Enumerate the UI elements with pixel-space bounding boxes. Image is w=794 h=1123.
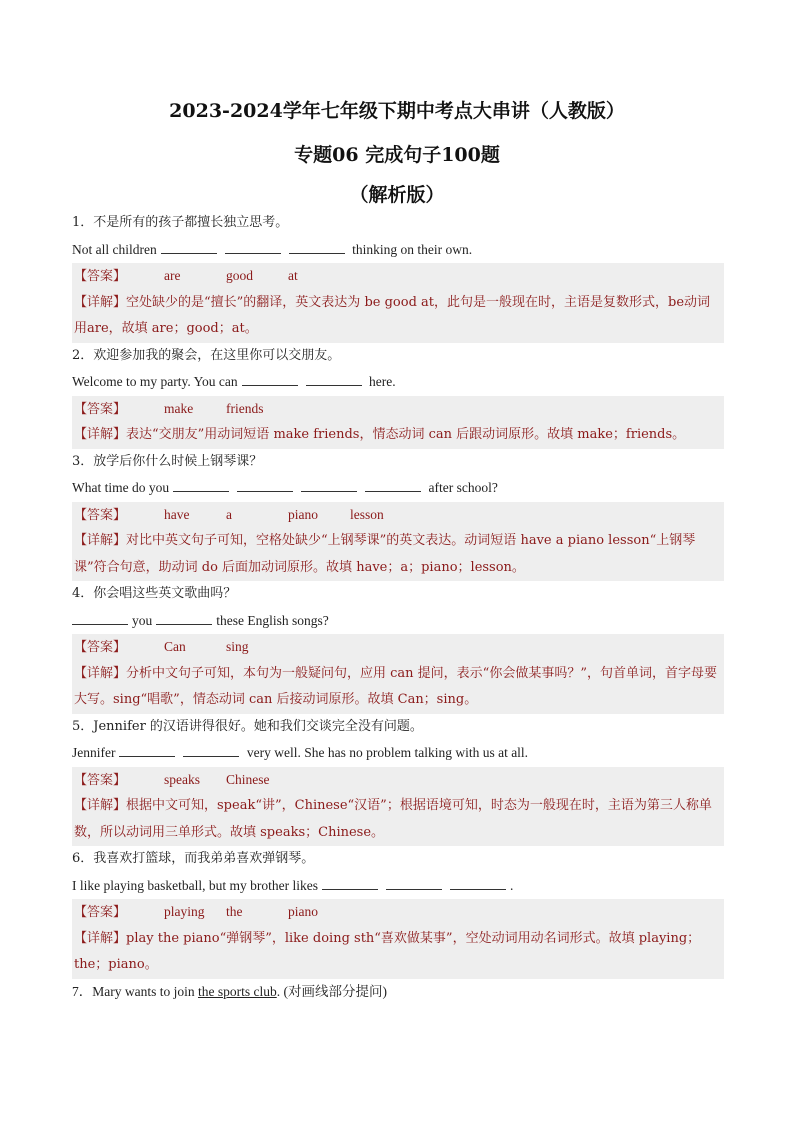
blank[interactable] <box>242 372 298 386</box>
blank[interactable] <box>306 372 362 386</box>
answer-label: 【答案】 <box>74 905 127 920</box>
question-5-en: Jennifer very well. She has no problem talking with us at all. <box>72 745 529 760</box>
detail-line: 【详解】分析中文句子可知，本句为一般疑问句，应用 can 提问，表示“你会做某事吗？”，句首单词，首字母要大写。sing“唱歌”，情态动词 can 后接动词原形。故填 Can；sing。 <box>74 665 717 707</box>
question-4-en: you these English songs? <box>72 608 724 635</box>
blank[interactable] <box>365 478 421 492</box>
blank[interactable] <box>156 611 212 625</box>
blank[interactable] <box>72 611 128 625</box>
topic-title: 专题06 完成句子100题 <box>294 144 500 166</box>
detail-label: 【详解】 <box>74 533 127 548</box>
blank[interactable] <box>289 240 345 254</box>
detail-label: 【详解】 <box>74 427 127 442</box>
question-3-cn: 3．放学后你什么时候上钢琴课？ <box>72 453 263 469</box>
question-7: 7．Mary wants to join the sports club. (对画线部分提问) <box>72 983 387 999</box>
question-list <box>72 210 724 1005</box>
answer-line: 【答案】 are good at <box>74 268 298 284</box>
blank[interactable] <box>119 743 175 757</box>
answer-label: 【答案】 <box>74 772 127 788</box>
question-6-en: I like playing basketball, but my brother likes . <box>72 877 514 893</box>
detail-label: 【详解】 <box>74 665 127 681</box>
detail-label: 【详解】 <box>74 798 127 813</box>
answer-block-5 <box>72 767 724 847</box>
edition-subtitle: （解析版） <box>349 184 445 206</box>
blank[interactable] <box>450 876 506 890</box>
detail-line: 【详解】表达“交朋友”用动词短语 make friends，情态动词 can 后跟动词原形。故填 make；friends。 <box>74 427 686 442</box>
blank[interactable] <box>225 240 281 254</box>
blank[interactable] <box>322 876 378 890</box>
underlined-phrase: the sports club <box>198 983 277 999</box>
blank[interactable] <box>301 478 357 492</box>
detail-label: 【详解】 <box>74 294 127 310</box>
blank[interactable] <box>386 876 442 890</box>
answer-block-4 <box>72 634 724 714</box>
question-5-cn: 5．Jennifer 的汉语讲得很好。她和我们交谈完全没有问题。 <box>72 718 423 734</box>
question-1-en: Not all children thinking on their own. <box>72 241 473 257</box>
answer-label: 【答案】 <box>74 507 127 523</box>
answer-line: 【答案】 Can sing <box>74 639 249 655</box>
question-4-cn: 4．你会唱这些英文歌曲吗？ <box>72 586 237 601</box>
blank[interactable] <box>173 478 229 492</box>
answer-label: 【答案】 <box>74 401 127 417</box>
detail-line: 【详解】根据中文可知，speak“讲”，Chinese“汉语”；根据语境可知，时态为一般现在时，主语为第三人称单数，所以动词用三单形式。故填 speaks；Chinese。 <box>74 798 712 840</box>
question-2-en: Welcome to my party. You can here. <box>72 374 396 389</box>
blank[interactable] <box>183 743 239 757</box>
detail-label: 【详解】 <box>74 930 127 946</box>
answer-line: 【答案】 playing the piano <box>74 904 319 920</box>
answer-block-6 <box>72 899 724 979</box>
answer-block-2 <box>72 396 724 449</box>
question-6-cn: 6．我喜欢打篮球，而我弟弟喜欢弹钢琴。 <box>72 851 315 866</box>
detail-line: 【详解】play the piano“弹钢琴”，like doing sth“喜欢做某事”，空处动词用动名词形式。故填 playing；the；piano。 <box>74 930 701 972</box>
answer-label: 【答案】 <box>74 269 127 284</box>
blank[interactable] <box>161 240 217 254</box>
answer-block-1 <box>72 263 724 343</box>
answer-label: 【答案】 <box>74 640 127 655</box>
question-2-cn: 2．欢迎参加我的聚会，在这里你可以交朋友。 <box>72 347 341 363</box>
answer-line: 【答案】 have a piano lesson <box>74 506 384 523</box>
detail-line: 【详解】空处缺少的是“擅长”的翻译，英文表达为 be good at，此句是一般现在时，主语是复数形式，be动词用are，故填 are；good；at。 <box>74 294 711 336</box>
document-title: 2023-2024学年七年级下期中考点大串讲（人教版） <box>169 100 625 122</box>
answer-line: 【答案】 make friends <box>74 400 264 417</box>
blank[interactable] <box>237 478 293 492</box>
question-1-cn: 1．不是所有的孩子都擅长独立思考。 <box>72 215 289 230</box>
detail-line: 【详解】对比中英文句子可知，空格处缺少“上钢琴课”的英文表达。动词短语 have a piano lesson“上钢琴课”符合句意，助动词 do 后面加动词原形。故填 have；a；piano；lesson。 <box>74 533 696 575</box>
answer-line: 【答案】 speaks Chinese <box>74 771 270 788</box>
question-3-en: What time do you after school? <box>72 480 498 495</box>
answer-block-3 <box>72 502 724 582</box>
